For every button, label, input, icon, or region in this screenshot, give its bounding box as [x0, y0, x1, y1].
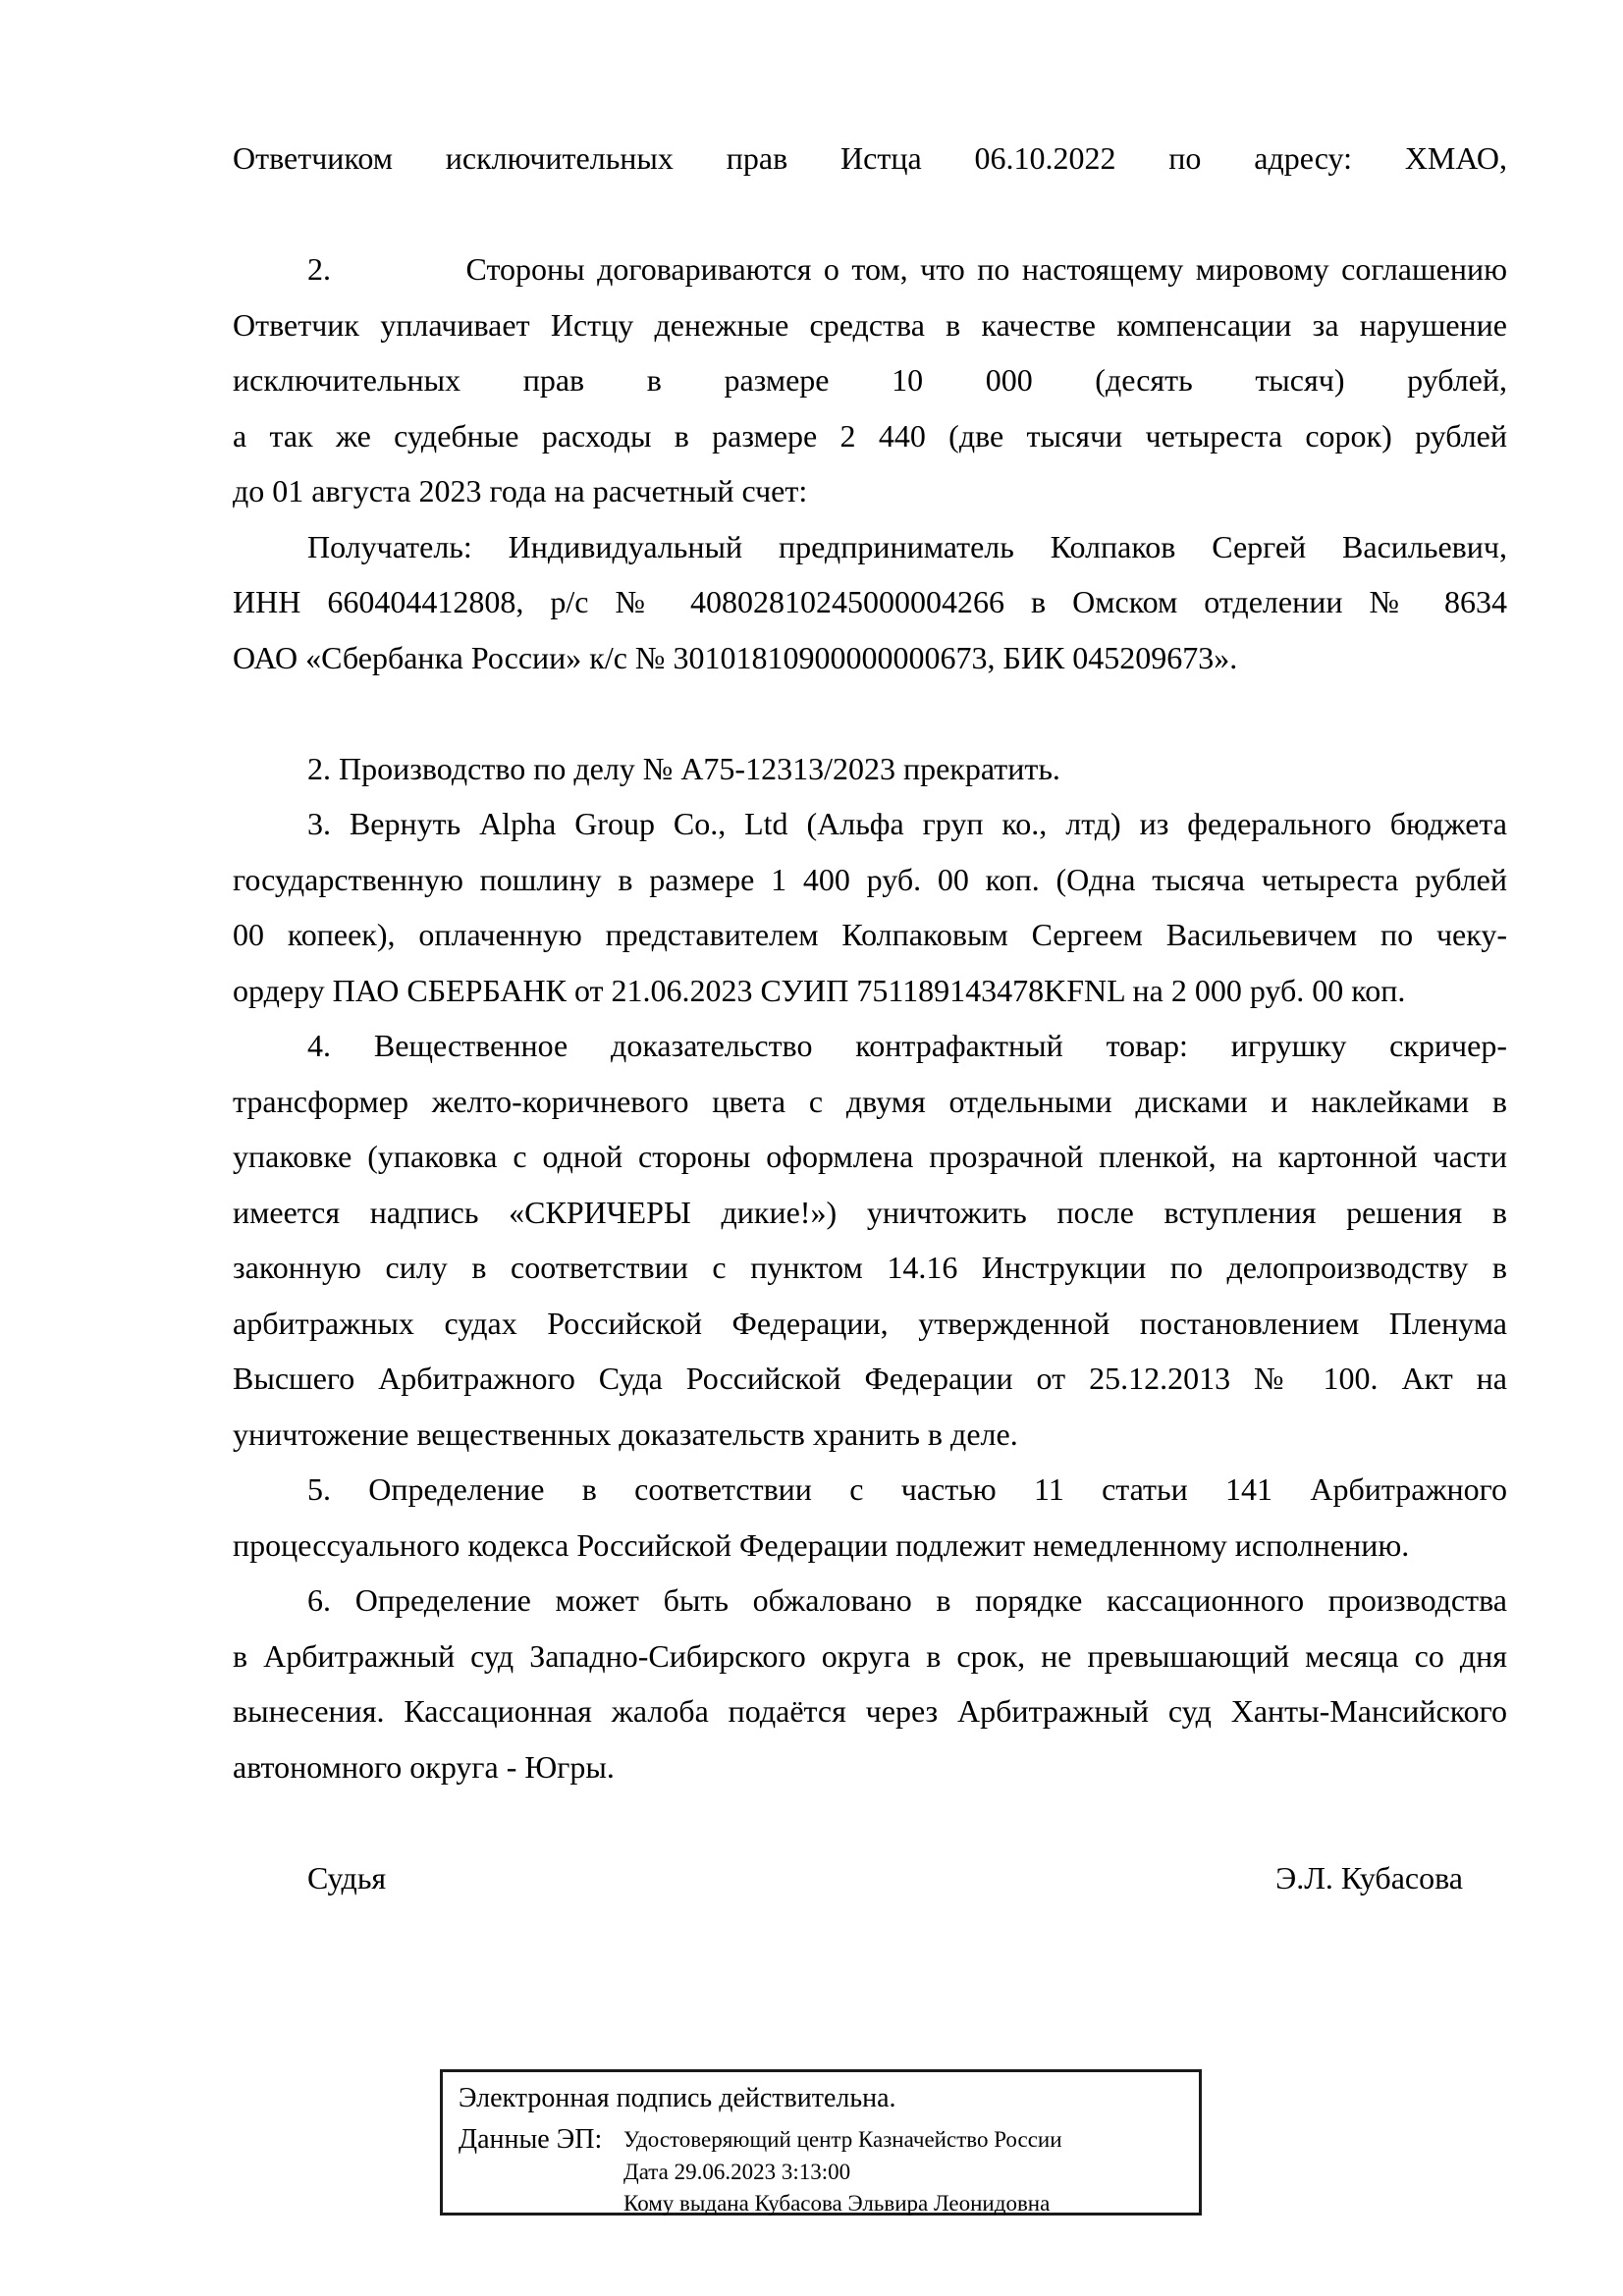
text-line: вынесения. Кассационная жалоба подаётся через Арбитражный суд Ханты-Мансийского: [233, 1693, 1507, 1729]
esign-data-row: [459, 2124, 1189, 2220]
text-line: 6. Определение может быть обжаловано в порядке кассационного производства: [307, 1582, 1507, 1618]
blank-line: [233, 1794, 1507, 1850]
blank-line: [233, 685, 1507, 741]
text-line: до 01 августа 2023 года на расчетный счет:: [233, 473, 808, 508]
blank-line: [233, 187, 1507, 242]
text-line: 2. Производство по делу № А75-12313/2023 прекратить.: [307, 750, 1060, 786]
text-line: 2. Стороны договариваются о том, что по настоящему мировому соглашению: [307, 251, 1507, 287]
text-line: государственную пошлину в размере 1 400 руб. 00 коп. (Одна тысяча четыреста рублей: [233, 861, 1507, 897]
text-line: 5. Определение в соответствии с частью 11 статьи 141 Арбитражного: [307, 1471, 1507, 1507]
esign-issued-to: Кому выдана Кубасова Эльвира Леонидовна: [623, 2191, 1051, 2216]
esign-details: [623, 2124, 1062, 2220]
text-line: в Арбитражный суд Западно-Сибирского округа в срок, не превышающий месяца со дня: [233, 1637, 1507, 1674]
text-line: исключительных прав в размере 10 000 (десять тысяч) рублей,: [233, 362, 1507, 398]
text-line: 00 копеек), оплаченную представителем Колпаковым Сергеем Васильевичем по чеку-: [233, 917, 1507, 952]
esign-valid-text: Электронная подпись действительна.: [459, 2083, 896, 2113]
text-line: процессуального кодекса Российской Федерации подлежит немедленному исполнению.: [233, 1526, 1410, 1563]
text-line: ИНН 660404412808, р/с № 40802810245000004266 в Омском отделении № 8634: [233, 584, 1507, 619]
signature-name: Э.Л. Кубасова: [1275, 1859, 1463, 1896]
text-line: Получатель: Индивидуальный предприниматель Колпаков Сергей Васильевич,: [307, 528, 1507, 564]
text-line: Высшего Арбитражного Суда Российской Федерации от 25.12.2013 № 100. Акт на: [233, 1361, 1507, 1396]
esign-data-label: Данные ЭП:: [459, 2124, 603, 2155]
text-line: автономного округа - Югры.: [233, 1748, 615, 1785]
text-line: ОАО «Сбербанка России» к/с № 30101810900000000673, БИК 045209673».: [233, 639, 1238, 675]
text-line: упаковке (упаковка с одной стороны оформлена прозрачной пленкой, на картонной части: [233, 1139, 1507, 1174]
text-line: а так же судебные расходы в размере 2 440 (две тысячи четыреста сорок) рублей: [233, 417, 1507, 454]
esign-date: Дата 29.06.2023 3:13:00: [623, 2159, 851, 2184]
text-line: Ответчик уплачивает Истцу денежные средства в качестве компенсации за нарушение: [233, 306, 1507, 343]
text-line: уничтожение вещественных доказательств хранить в деле.: [233, 1415, 1018, 1452]
text-line: Ответчиком исключительных прав Истца 06.10.2022 по адресу: ХМАО,: [233, 140, 1507, 176]
text-line: арбитражных судах Российской Федерации, утвержденной постановлением Пленума: [233, 1305, 1507, 1341]
text-line: 4. Вещественное доказательство контрафактный товар: игрушку скричер-: [307, 1028, 1507, 1063]
document-body: [233, 131, 1507, 1905]
signature-role: Судья: [307, 1859, 387, 1896]
text-line: 3. Вернуть Alpha Group Co., Ltd (Альфа груп ко., лтд) из федерального бюджета: [307, 806, 1507, 841]
text-line: имеется надпись «СКРИЧЕРЫ дикие!») уничтожить после вступления решения в: [233, 1194, 1507, 1230]
text-line: трансформер желто-коричневого цвета с двумя отдельными дисками и наклейками в: [233, 1083, 1507, 1119]
esign-stamp: [440, 2069, 1202, 2216]
signature-row: [233, 1850, 1507, 1906]
text-line: законную силу в соответствии с пунктом 14.16 Инструкции по делопроизводству в: [233, 1250, 1507, 1285]
esign-authority: Удостоверяющий центр Казначейство России: [623, 2127, 1062, 2152]
text-line: ордеру ПАО СБЕРБАНК от 21.06.2023 СУИП 751189143478KFNL на 2 000 руб. 00 коп.: [233, 972, 1406, 1008]
